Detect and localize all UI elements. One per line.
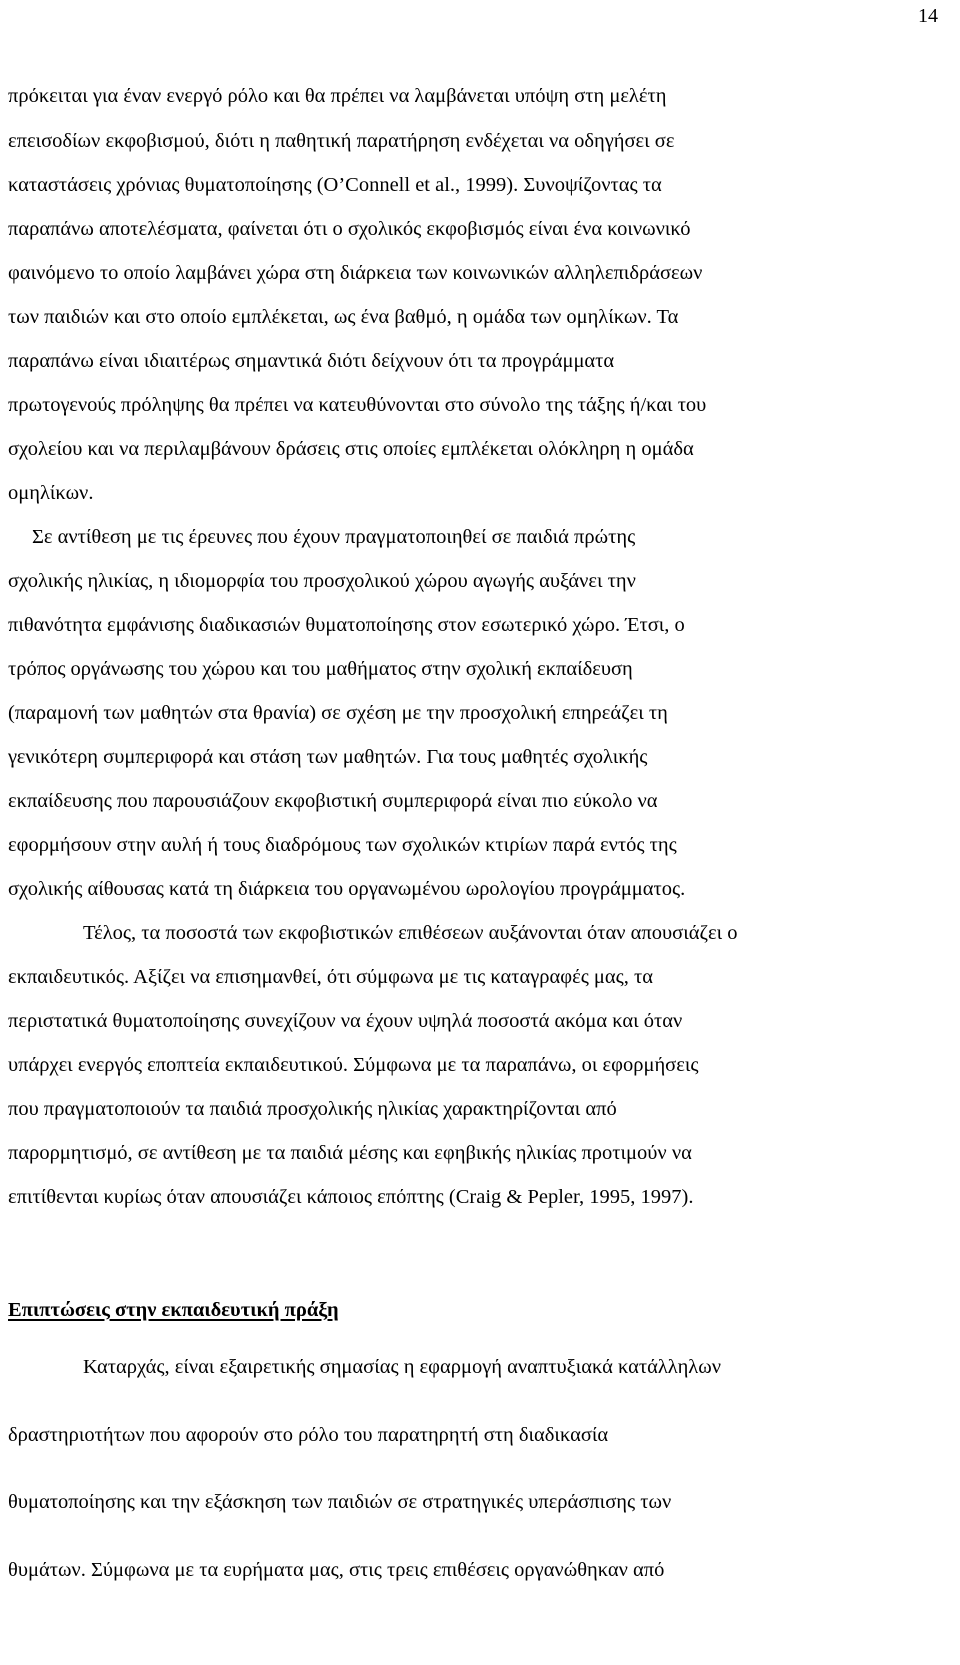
paragraph-1-line-6: των παιδιών και στο οποίο εμπλέκεται, ως ένα βαθμό, η ομάδα των ομηλίκων. Τα: [8, 306, 679, 328]
paragraph-1-line-8: πρωτογενούς πρόληψης θα πρέπει να κατευθύνονται στο σύνολο της τάξης ή/και του: [8, 394, 707, 416]
section-heading: Επιπτώσεις στην εκπαιδευτική πράξη: [8, 1299, 339, 1321]
paragraph-2-line-7: εκπαίδευσης που παρουσιάζουν εκφοβιστική συμπεριφορά είναι πιο εύκολο να: [8, 790, 658, 812]
paragraph-2-line-3: πιθανότητα εμφάνισης διαδικασιών θυματοποίησης στον εσωτερικό χώρο. Έτσι, ο: [8, 614, 685, 636]
paragraph-4-line-3: θυματοποίησης και την εξάσκηση των παιδιών σε στρατηγικές υπεράσπισης των: [8, 1491, 672, 1513]
paragraph-3-line-4: υπάρχει ενεργός εποπτεία εκπαιδευτικού. Σύμφωνα με τα παραπάνω, οι εφορμήσεις: [8, 1054, 699, 1076]
paragraph-1-line-7: παραπάνω είναι ιδιαιτέρως σημαντικά διότι δείχνουν ότι τα προγράμματα: [8, 350, 615, 372]
paragraph-4-line-4: θυμάτων. Σύμφωνα με τα ευρήματα μας, στις τρεις επιθέσεις οργανώθηκαν από: [8, 1559, 665, 1581]
paragraph-1-line-5: φαινόμενο το οποίο λαμβάνει χώρα στη διάρκεια των κοινωνικών αλληλεπιδράσεων: [8, 262, 703, 284]
paragraph-3-line-6: παρορμητισμό, σε αντίθεση με τα παιδιά μέσης και εφηβικής ηλικίας προτιμούν να: [8, 1142, 692, 1164]
paragraph-1-line-3: καταστάσεις χρόνιας θυματοποίησης (O’Connell et al., 1999). Συνοψίζοντας τα: [8, 174, 662, 196]
paragraph-1-line-1: πρόκειται για έναν ενεργό ρόλο και θα πρέπει να λαμβάνεται υπόψη στη μελέτη: [8, 85, 667, 107]
paragraph-1-line-4: παραπάνω αποτελέσματα, φαίνεται ότι ο σχολικός εκφοβισμός είναι ένα κοινωνικό: [8, 218, 691, 240]
paragraph-4-line-1: Καταρχάς, είναι εξαιρετικής σημασίας η εφαρμογή αναπτυξιακά κατάλληλων: [83, 1356, 721, 1378]
paragraph-2-line-6: γενικότερη συμπεριφορά και στάση των μαθητών. Για τους μαθητές σχολικής: [8, 746, 648, 768]
paragraph-4-line-2: δραστηριοτήτων που αφορούν στο ρόλο του παρατηρητή στη διαδικασία: [8, 1424, 609, 1446]
paragraph-3-line-5: που πραγματοποιούν τα παιδιά προσχολικής ηλικίας χαρακτηρίζονται από: [8, 1098, 617, 1120]
paragraph-3-line-7: επιτίθενται κυρίως όταν απουσιάζει κάποιος επόπτης (Craig & Pepler, 1995, 1997).: [8, 1186, 694, 1208]
paragraph-1-line-9: σχολείου και να περιλαμβάνουν δράσεις στις οποίες εμπλέκεται ολόκληρη η ομάδα: [8, 438, 694, 460]
paragraph-2-line-5: (παραμονή των μαθητών στα θρανία) σε σχέση με την προσχολική επηρεάζει τη: [8, 702, 668, 724]
paragraph-2-line-9: σχολικής αίθουσας κατά τη διάρκεια του οργανωμένου ωρολογίου προγράμματος.: [8, 878, 686, 900]
page-number: 14: [918, 5, 938, 27]
paragraph-3-line-2: εκπαιδευτικός. Αξίζει να επισημανθεί, ότι σύμφωνα με τις καταγραφές μας, τα: [8, 966, 654, 988]
paragraph-1-line-2: επεισοδίων εκφοβισμού, διότι η παθητική παρατήρηση ενδέχεται να οδηγήσει σε: [8, 130, 675, 152]
paragraph-2-line-1: Σε αντίθεση με τις έρευνες που έχουν πραγματοποιηθεί σε παιδιά πρώτης: [32, 526, 636, 548]
paragraph-2-line-4: τρόπος οργάνωσης του χώρου και του μαθήματος στην σχολική εκπαίδευση: [8, 658, 633, 680]
paragraph-3-line-3: περιστατικά θυματοποίησης συνεχίζουν να έχουν υψηλά ποσοστά ακόμα και όταν: [8, 1010, 683, 1032]
paragraph-2-line-8: εφορμήσουν στην αυλή ή τους διαδρόμους των σχολικών κτιρίων παρά εντός της: [8, 834, 677, 856]
paragraph-2-line-2: σχολικής ηλικίας, η ιδιομορφία του προσχολικού χώρου αγωγής αυξάνει την: [8, 570, 636, 592]
paragraph-1-line-10: ομηλίκων.: [8, 482, 94, 504]
paragraph-3-line-1: Τέλος, τα ποσοστά των εκφοβιστικών επιθέσεων αυξάνονται όταν απουσιάζει ο: [83, 922, 738, 944]
